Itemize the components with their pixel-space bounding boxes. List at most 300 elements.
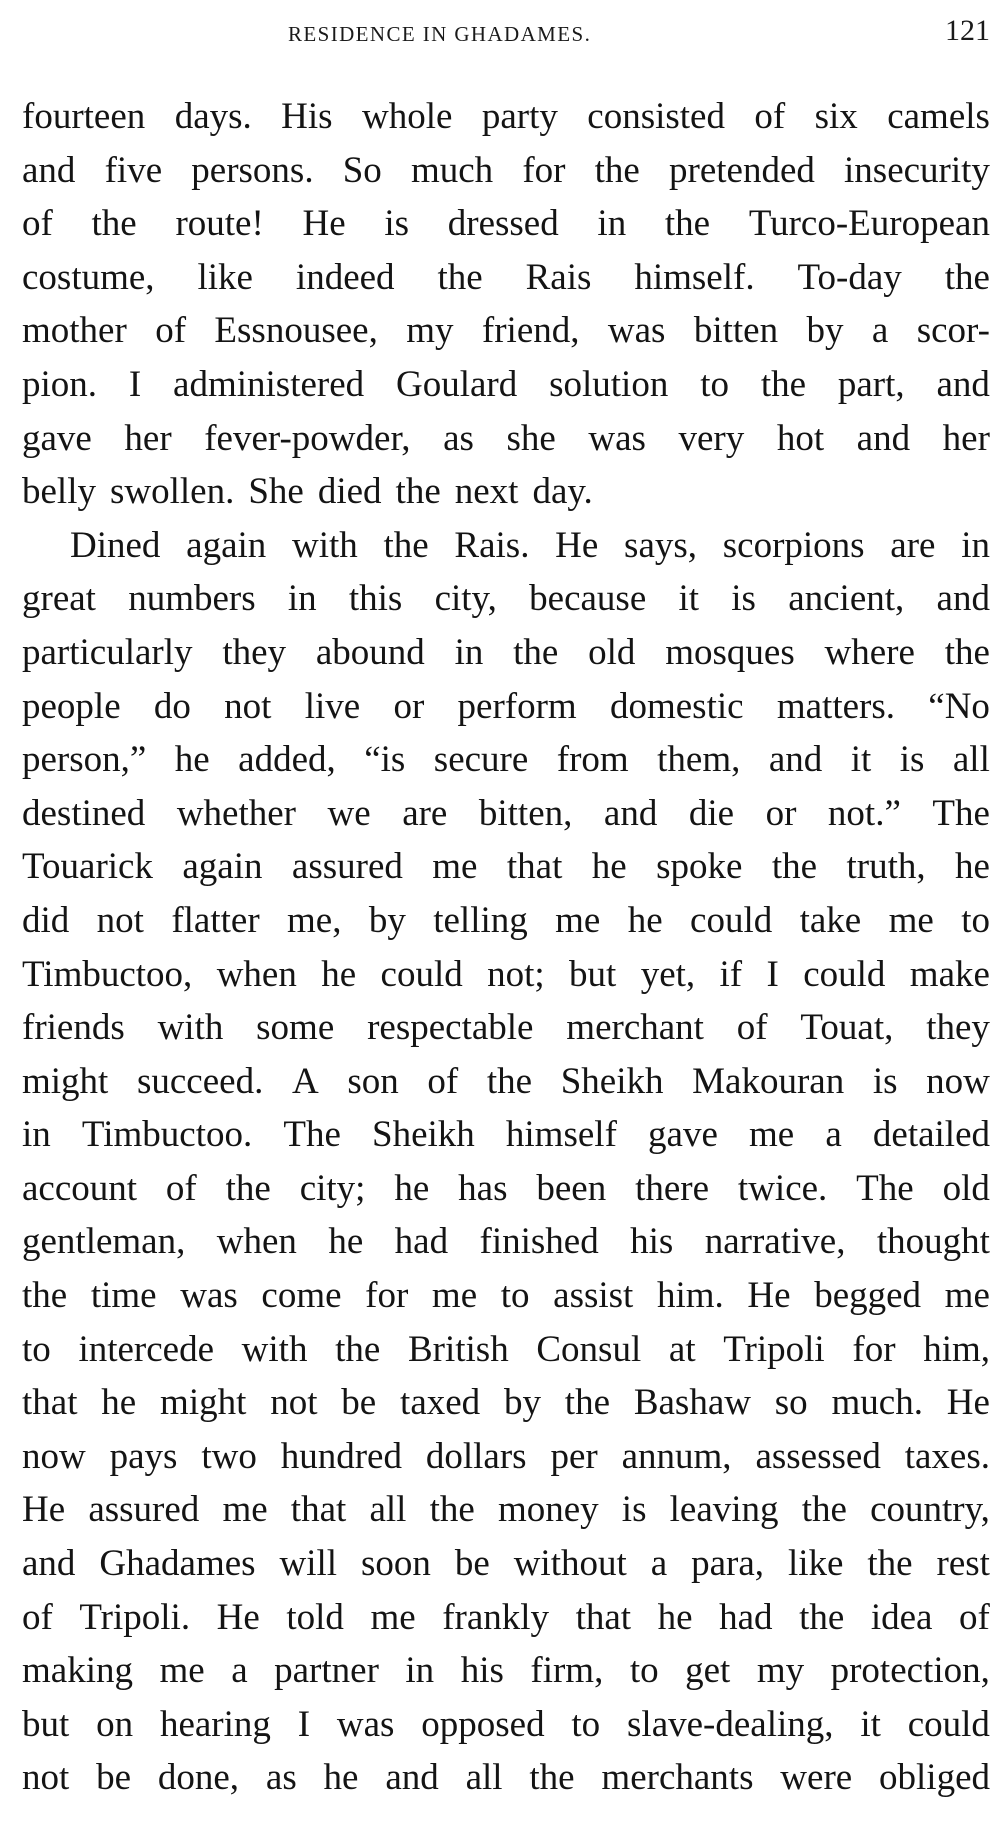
word: and (603, 792, 658, 834)
word: die (688, 792, 735, 834)
word: me (944, 1275, 990, 1317)
text-line (22, 251, 990, 305)
word: Turco-European (748, 203, 990, 245)
word: consisted (587, 96, 725, 137)
text-line (22, 465, 990, 519)
word: account (22, 1167, 138, 1209)
word: in (597, 203, 627, 245)
word: indeed (295, 256, 395, 298)
running-head (0, 14, 1000, 54)
word: To-day (797, 256, 902, 298)
word: persons. (191, 149, 314, 191)
word: idea (870, 1596, 933, 1638)
word: he (101, 1382, 137, 1424)
page-number: 121 (945, 14, 990, 47)
word: are (402, 792, 448, 834)
word: the (664, 203, 711, 245)
word: there (635, 1167, 710, 1209)
word: gave (648, 1114, 718, 1156)
word: merchant (566, 1007, 704, 1049)
word: now (926, 1060, 990, 1102)
word: me, (287, 899, 342, 941)
word: detailed (872, 1114, 990, 1156)
word: him. (656, 1275, 724, 1317)
word: respectable (367, 1007, 534, 1049)
word: the (225, 1167, 271, 1209)
text-line (22, 1269, 990, 1323)
word: for (365, 1275, 409, 1317)
word: “No (928, 685, 990, 727)
word: some (256, 1007, 335, 1049)
word: if (719, 953, 743, 995)
word: days. (174, 96, 252, 137)
word: the (395, 471, 441, 513)
word: added, (238, 739, 336, 781)
word: British (407, 1328, 509, 1370)
word: as (443, 417, 474, 459)
word: of (165, 1167, 197, 1209)
word: been (536, 1167, 607, 1209)
word: swollen. (109, 471, 235, 513)
word: soon (360, 1543, 431, 1585)
word: he (591, 846, 627, 888)
word: he (174, 739, 210, 781)
word: now (22, 1435, 86, 1477)
word: Rais. (454, 524, 530, 566)
word: administered (173, 363, 365, 405)
word: firm, (530, 1650, 604, 1692)
word: He (555, 524, 599, 566)
word: She (248, 471, 304, 513)
word: on (96, 1703, 134, 1745)
word: yet, (640, 953, 696, 995)
word: spoke (656, 846, 743, 888)
word: Timbuctoo. (81, 1114, 253, 1156)
word: told (286, 1596, 344, 1638)
word: matters. (776, 685, 895, 727)
word: like (787, 1543, 844, 1585)
word: Sheikh (560, 1060, 664, 1102)
word: secure (433, 739, 529, 781)
word: much. (831, 1382, 923, 1424)
word: ancient, (788, 578, 905, 620)
word: telling (433, 899, 528, 941)
word: Ghadames (99, 1543, 256, 1585)
word: and (856, 417, 911, 459)
word: hearing (159, 1703, 271, 1745)
word: could (380, 953, 463, 995)
word: much (410, 149, 494, 191)
word: assist (553, 1275, 634, 1317)
word: mother (22, 310, 127, 352)
word: mosques (665, 631, 795, 673)
word: not (22, 1757, 70, 1799)
word: the (529, 1757, 575, 1799)
word: of (736, 1007, 768, 1049)
word: in (454, 631, 484, 673)
word: be (454, 1543, 490, 1585)
word: His (281, 96, 333, 137)
word: country, (870, 1489, 990, 1531)
word: narrative, (704, 1221, 846, 1263)
word: it (860, 1703, 881, 1745)
text-line (22, 733, 990, 787)
word: to (500, 1275, 530, 1317)
word: truth, (846, 846, 926, 888)
word: not; (487, 953, 545, 995)
text-line (22, 626, 990, 680)
word: they (222, 631, 287, 673)
word: come (261, 1275, 342, 1317)
word: the (594, 149, 640, 191)
word: fourteen (22, 96, 146, 137)
word: Goulard (396, 363, 518, 405)
text-line (22, 572, 990, 626)
word: had (719, 1596, 773, 1638)
word: he (955, 846, 990, 888)
word: without (513, 1543, 627, 1585)
word: a (231, 1650, 248, 1692)
word: succeed. (136, 1060, 264, 1102)
word: and (936, 578, 990, 620)
word: the (760, 363, 807, 405)
word: me (432, 846, 478, 888)
word: this (348, 578, 403, 620)
word: not (96, 899, 144, 941)
word: Touarick (22, 846, 153, 888)
word: He (22, 1489, 66, 1531)
word: and (385, 1757, 439, 1799)
text-line (22, 358, 990, 412)
word: A (291, 1060, 319, 1102)
word: Sheikh (372, 1114, 475, 1156)
word: frankly (442, 1596, 550, 1638)
word: me (888, 899, 934, 941)
word: five (104, 149, 163, 191)
word: take (799, 899, 862, 941)
word: might (22, 1060, 109, 1102)
word: but (569, 953, 617, 995)
word: me (370, 1596, 416, 1638)
word: in (405, 1650, 435, 1692)
word: will (279, 1543, 338, 1585)
word: assessed (755, 1435, 881, 1477)
word: Dined (70, 524, 161, 566)
word: obliged (879, 1757, 990, 1799)
text-line (22, 1055, 990, 1109)
word: the (437, 256, 483, 298)
word: route! (175, 203, 264, 245)
text-line (22, 1483, 990, 1537)
word: he (657, 1596, 693, 1638)
word: them, (657, 739, 741, 781)
word: abound (315, 631, 425, 673)
word: get (685, 1650, 731, 1692)
word: of (427, 1060, 459, 1102)
word: dollars (425, 1435, 527, 1477)
word: city, (434, 578, 497, 620)
text-line (22, 1376, 990, 1430)
running-title: RESIDENCE IN GHADAMES. (288, 22, 592, 46)
word: they (926, 1007, 990, 1049)
word: friend, (481, 310, 580, 352)
word: and (22, 1543, 76, 1585)
word: where (824, 631, 915, 673)
word: me (749, 1114, 795, 1156)
word: to (571, 1703, 601, 1745)
word: six (814, 96, 858, 137)
word: again (182, 846, 263, 888)
word: so (774, 1382, 808, 1424)
word: belly (22, 471, 96, 513)
word: in (22, 1114, 51, 1156)
word: says, (624, 524, 698, 566)
word: costume, (22, 256, 155, 298)
word: to (700, 363, 729, 405)
word: opposed (421, 1703, 545, 1745)
word: the (944, 631, 990, 673)
word: because (529, 578, 647, 620)
word: intercede (78, 1328, 215, 1370)
word: the (867, 1543, 913, 1585)
word: or (393, 685, 425, 727)
word: He (216, 1596, 260, 1638)
word: scorpions (722, 524, 865, 566)
word: I (128, 363, 142, 405)
word: as (265, 1757, 297, 1799)
word: by (806, 310, 844, 352)
word: it (850, 739, 872, 781)
word: in (961, 524, 990, 566)
word: son (347, 1060, 399, 1102)
word: that (506, 846, 563, 888)
word: the (513, 631, 559, 673)
word: great (22, 578, 96, 620)
word: with (241, 1328, 308, 1370)
word: me (159, 1650, 205, 1692)
word: to (629, 1650, 659, 1692)
word: bitten (693, 310, 779, 352)
word: money (497, 1489, 599, 1531)
word: Makouran (692, 1060, 845, 1102)
word: or (765, 792, 797, 834)
word: gentleman, (22, 1221, 186, 1263)
word: Essnousee, (214, 310, 378, 352)
word: person,” (22, 739, 147, 781)
word: Timbuctoo, (22, 953, 193, 995)
word: The (856, 1167, 914, 1209)
word: people (22, 685, 121, 727)
word: of (155, 310, 187, 352)
word: solution (549, 363, 669, 405)
word: to (22, 1328, 51, 1370)
body-text (22, 90, 990, 1805)
word: my (406, 310, 454, 352)
word: again (186, 524, 267, 566)
word: are (890, 524, 936, 566)
word: city; (299, 1167, 366, 1209)
word: party (481, 96, 558, 137)
word: hot (776, 417, 825, 459)
word: me (431, 1275, 478, 1317)
text-line (22, 1591, 990, 1645)
text-line (22, 1108, 990, 1162)
word: he (321, 953, 357, 995)
text-line (22, 1215, 990, 1269)
word: had (394, 1221, 449, 1263)
word: for (522, 149, 566, 191)
word: Bashaw (633, 1382, 751, 1424)
word: the (335, 1328, 381, 1370)
word: at (668, 1328, 696, 1370)
word: like (197, 256, 253, 298)
word: domestic (609, 685, 744, 727)
word: all (952, 739, 990, 781)
word: Touat, (800, 1007, 894, 1049)
word: Tripoli (723, 1328, 825, 1370)
word: his (630, 1221, 674, 1263)
text-line (22, 1323, 990, 1377)
word: bitten, (478, 792, 573, 834)
word: did (22, 899, 70, 941)
word: a (871, 310, 889, 352)
word: the (799, 1596, 845, 1638)
word: is (621, 1489, 647, 1531)
word: by (368, 899, 406, 941)
word: dressed (447, 203, 559, 245)
word: He (946, 1382, 990, 1424)
text-line (22, 680, 990, 734)
word: annum, (621, 1435, 732, 1477)
word: himself. (634, 256, 755, 298)
word: pretended (669, 149, 815, 191)
word: the (944, 256, 990, 298)
word: was (607, 310, 666, 352)
word: a (825, 1114, 842, 1156)
word: leaving (669, 1489, 779, 1531)
word: particularly (22, 631, 193, 673)
word: of (754, 96, 786, 137)
word: per (550, 1435, 598, 1477)
word: could (690, 899, 773, 941)
word: next (454, 471, 519, 513)
word: two (201, 1435, 257, 1477)
word: be (96, 1757, 132, 1799)
word: the (801, 1489, 847, 1531)
word: he (627, 899, 663, 941)
word: old (942, 1167, 990, 1209)
word: make (909, 953, 990, 995)
word: it (678, 578, 700, 620)
text-line (22, 948, 990, 1002)
word: destined (22, 792, 146, 834)
word: the (383, 524, 429, 566)
text-line (22, 519, 990, 573)
word: old (588, 631, 636, 673)
word: for (852, 1328, 896, 1370)
text-line (22, 1001, 990, 1055)
word: but (22, 1703, 70, 1745)
word: twice. (737, 1167, 828, 1209)
word: her (942, 417, 990, 459)
word: making (22, 1650, 133, 1692)
word: with (157, 1007, 224, 1049)
word: he (394, 1167, 430, 1209)
word: all (465, 1757, 503, 1799)
word: is (731, 578, 756, 620)
word: hundred (280, 1435, 402, 1477)
word: that (290, 1489, 347, 1531)
word: numbers (128, 578, 256, 620)
word: his (460, 1650, 504, 1692)
word: para, (691, 1543, 764, 1585)
word: that (575, 1596, 632, 1638)
word: to (961, 899, 990, 941)
word: of (959, 1596, 990, 1638)
word: of (22, 203, 53, 245)
text-line (22, 90, 990, 144)
word: gave (22, 417, 92, 459)
word: she (506, 417, 556, 459)
word: fever-powder, (204, 417, 411, 459)
word: her (124, 417, 172, 459)
word: rest (936, 1543, 990, 1585)
word: do (153, 685, 191, 727)
word: begged (814, 1275, 922, 1317)
text-line (22, 840, 990, 894)
word: whether (176, 792, 296, 834)
word: The (283, 1114, 341, 1156)
word: my (756, 1650, 805, 1692)
word: thought (876, 1221, 990, 1263)
text-line (22, 412, 990, 466)
word: partner (274, 1650, 379, 1692)
word: pays (109, 1435, 178, 1477)
word: and (22, 149, 76, 191)
word: slave-dealing, (627, 1703, 834, 1745)
word: So (342, 149, 382, 191)
word: live (304, 685, 361, 727)
word: were (780, 1757, 853, 1799)
word: Consul (536, 1328, 642, 1370)
word: when (216, 953, 297, 995)
word: all (369, 1489, 407, 1531)
word: himself (505, 1114, 617, 1156)
text-line (22, 1644, 990, 1698)
word: a (650, 1543, 668, 1585)
word: very (678, 417, 745, 459)
word: Tripoli. (79, 1596, 191, 1638)
word: taxed (400, 1382, 481, 1424)
word: I (297, 1703, 311, 1745)
word: friends (22, 1007, 125, 1049)
word: was (588, 417, 646, 459)
word: when (216, 1221, 297, 1263)
word: and (936, 363, 990, 405)
word: is (899, 739, 925, 781)
word: done, (157, 1757, 240, 1799)
word: me (555, 899, 601, 941)
word: we (327, 792, 371, 834)
word: whole (361, 96, 453, 137)
word: perform (457, 685, 577, 727)
text-line (22, 1751, 990, 1805)
text-line (22, 144, 990, 198)
word: finished (479, 1221, 599, 1263)
word: be (341, 1382, 377, 1424)
word: assured (291, 846, 403, 888)
word: was (336, 1703, 395, 1745)
